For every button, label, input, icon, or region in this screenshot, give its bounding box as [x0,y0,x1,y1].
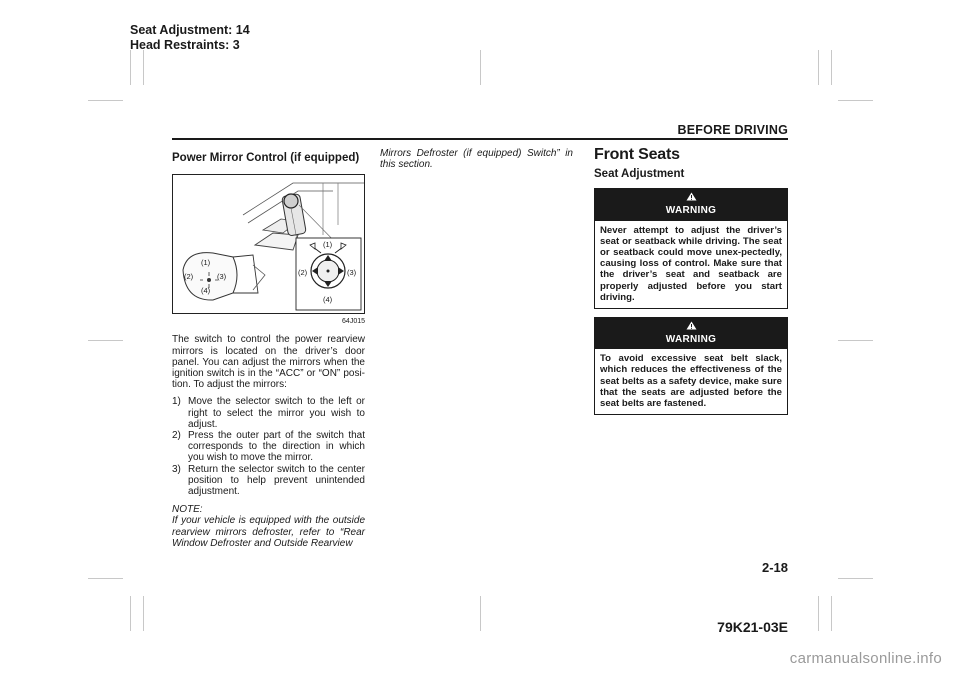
crop-mark [818,596,819,631]
steps-list [172,396,365,497]
mirror-label-down: (4) [201,286,211,296]
mirror-label-up: (1) [201,258,211,268]
switch-label-right: (3) [347,268,357,278]
note-text: If your vehicle is equipped with the outside rearview mirrors defroster, refer to “Rear Window Defroster and Outside Rearview [172,515,365,549]
crop-mark [143,596,144,631]
figure-code: 64J015 [342,318,365,326]
column-2 [380,148,573,170]
crop-mark [88,100,123,101]
page-number: 2-18 [761,560,788,575]
watermark: carmanualsonline.info [789,650,942,667]
list-item [172,464,365,498]
warning-triangle-icon [686,321,697,330]
warning-box [594,317,788,415]
mirror-label-right: (3) [217,272,227,282]
warning-text: To avoid excessive seat belt slack, which reduces the effectiveness of the seat belts as a safety device, make sure that the seats are adjusted before the seat belts are fastened. [600,353,782,410]
column-3 [594,148,788,415]
crop-mark [838,578,873,579]
note-label: NOTE: [172,504,203,516]
switch-label-up: (1) [323,240,333,250]
step-number: 3) [172,463,181,475]
column-1 [172,148,365,549]
crop-mark [480,50,481,85]
intro-paragraph: The switch to control the power rearview mirrors is located on the driver’s door panel. You can adjust the mirrors when the ignition switch is in the “ACC” or “ON” posi-tion. To adjust the mirrors: [172,334,365,391]
warning-text: Never attempt to adjust the driver’s seat or seatback while driving. The seat or seatback could move unex-pectedly, causing loss of control. Make sure that the driver’s seat and seatback are properly adjusted before you start driving. [600,224,782,303]
warning-triangle-icon [686,192,697,201]
note-continuation: Mirrors Defroster (if equipped) Switch” in this section. [380,148,573,171]
crop-mark [818,50,819,85]
section-heading: Power Mirror Control (if equipped) [172,152,360,164]
switch-label-down: (4) [323,295,333,305]
step-number: 2) [172,430,181,442]
crop-mark [838,100,873,101]
step-number: 1) [172,396,181,408]
header-rule [172,138,788,140]
warning-title-bar [595,318,787,349]
list-item [172,396,365,430]
index-line: Seat Adjustment: 14 [130,23,250,37]
index-reference [130,23,250,53]
switch-label-left: (2) [298,268,308,278]
mirror-label-left: (2) [184,272,194,282]
crop-mark [480,596,481,631]
crop-mark [143,50,144,85]
index-line: Head Restraints: 3 [130,38,240,52]
crop-mark [130,596,131,631]
warning-title: WARNING [665,205,717,217]
section-title: BEFORE DRIVING [677,123,788,137]
document-code: 79K21-03E [717,619,788,635]
crop-mark [838,340,873,341]
list-item [172,430,365,464]
warning-box [594,188,788,309]
crop-mark [88,578,123,579]
step-text: Return the selector switch to the center position to help prevent unintended adjustment. [188,463,365,498]
front-seats-heading: Front Seats [594,146,680,163]
step-text: Press the outer part of the switch that corresponds to the direction in which you wish to move the mirror. [188,430,365,464]
warning-title-bar [595,189,787,220]
step-text: Move the selector switch to the left or right to select the mirror you wish to adjust. [188,396,365,430]
crop-mark [88,340,123,341]
crop-mark [831,50,832,85]
seat-adjustment-subheading: Seat Adjustment [594,168,685,181]
crop-mark [130,50,131,85]
power-mirror-figure [172,174,365,314]
crop-mark [831,596,832,631]
warning-title: WARNING [665,334,717,346]
